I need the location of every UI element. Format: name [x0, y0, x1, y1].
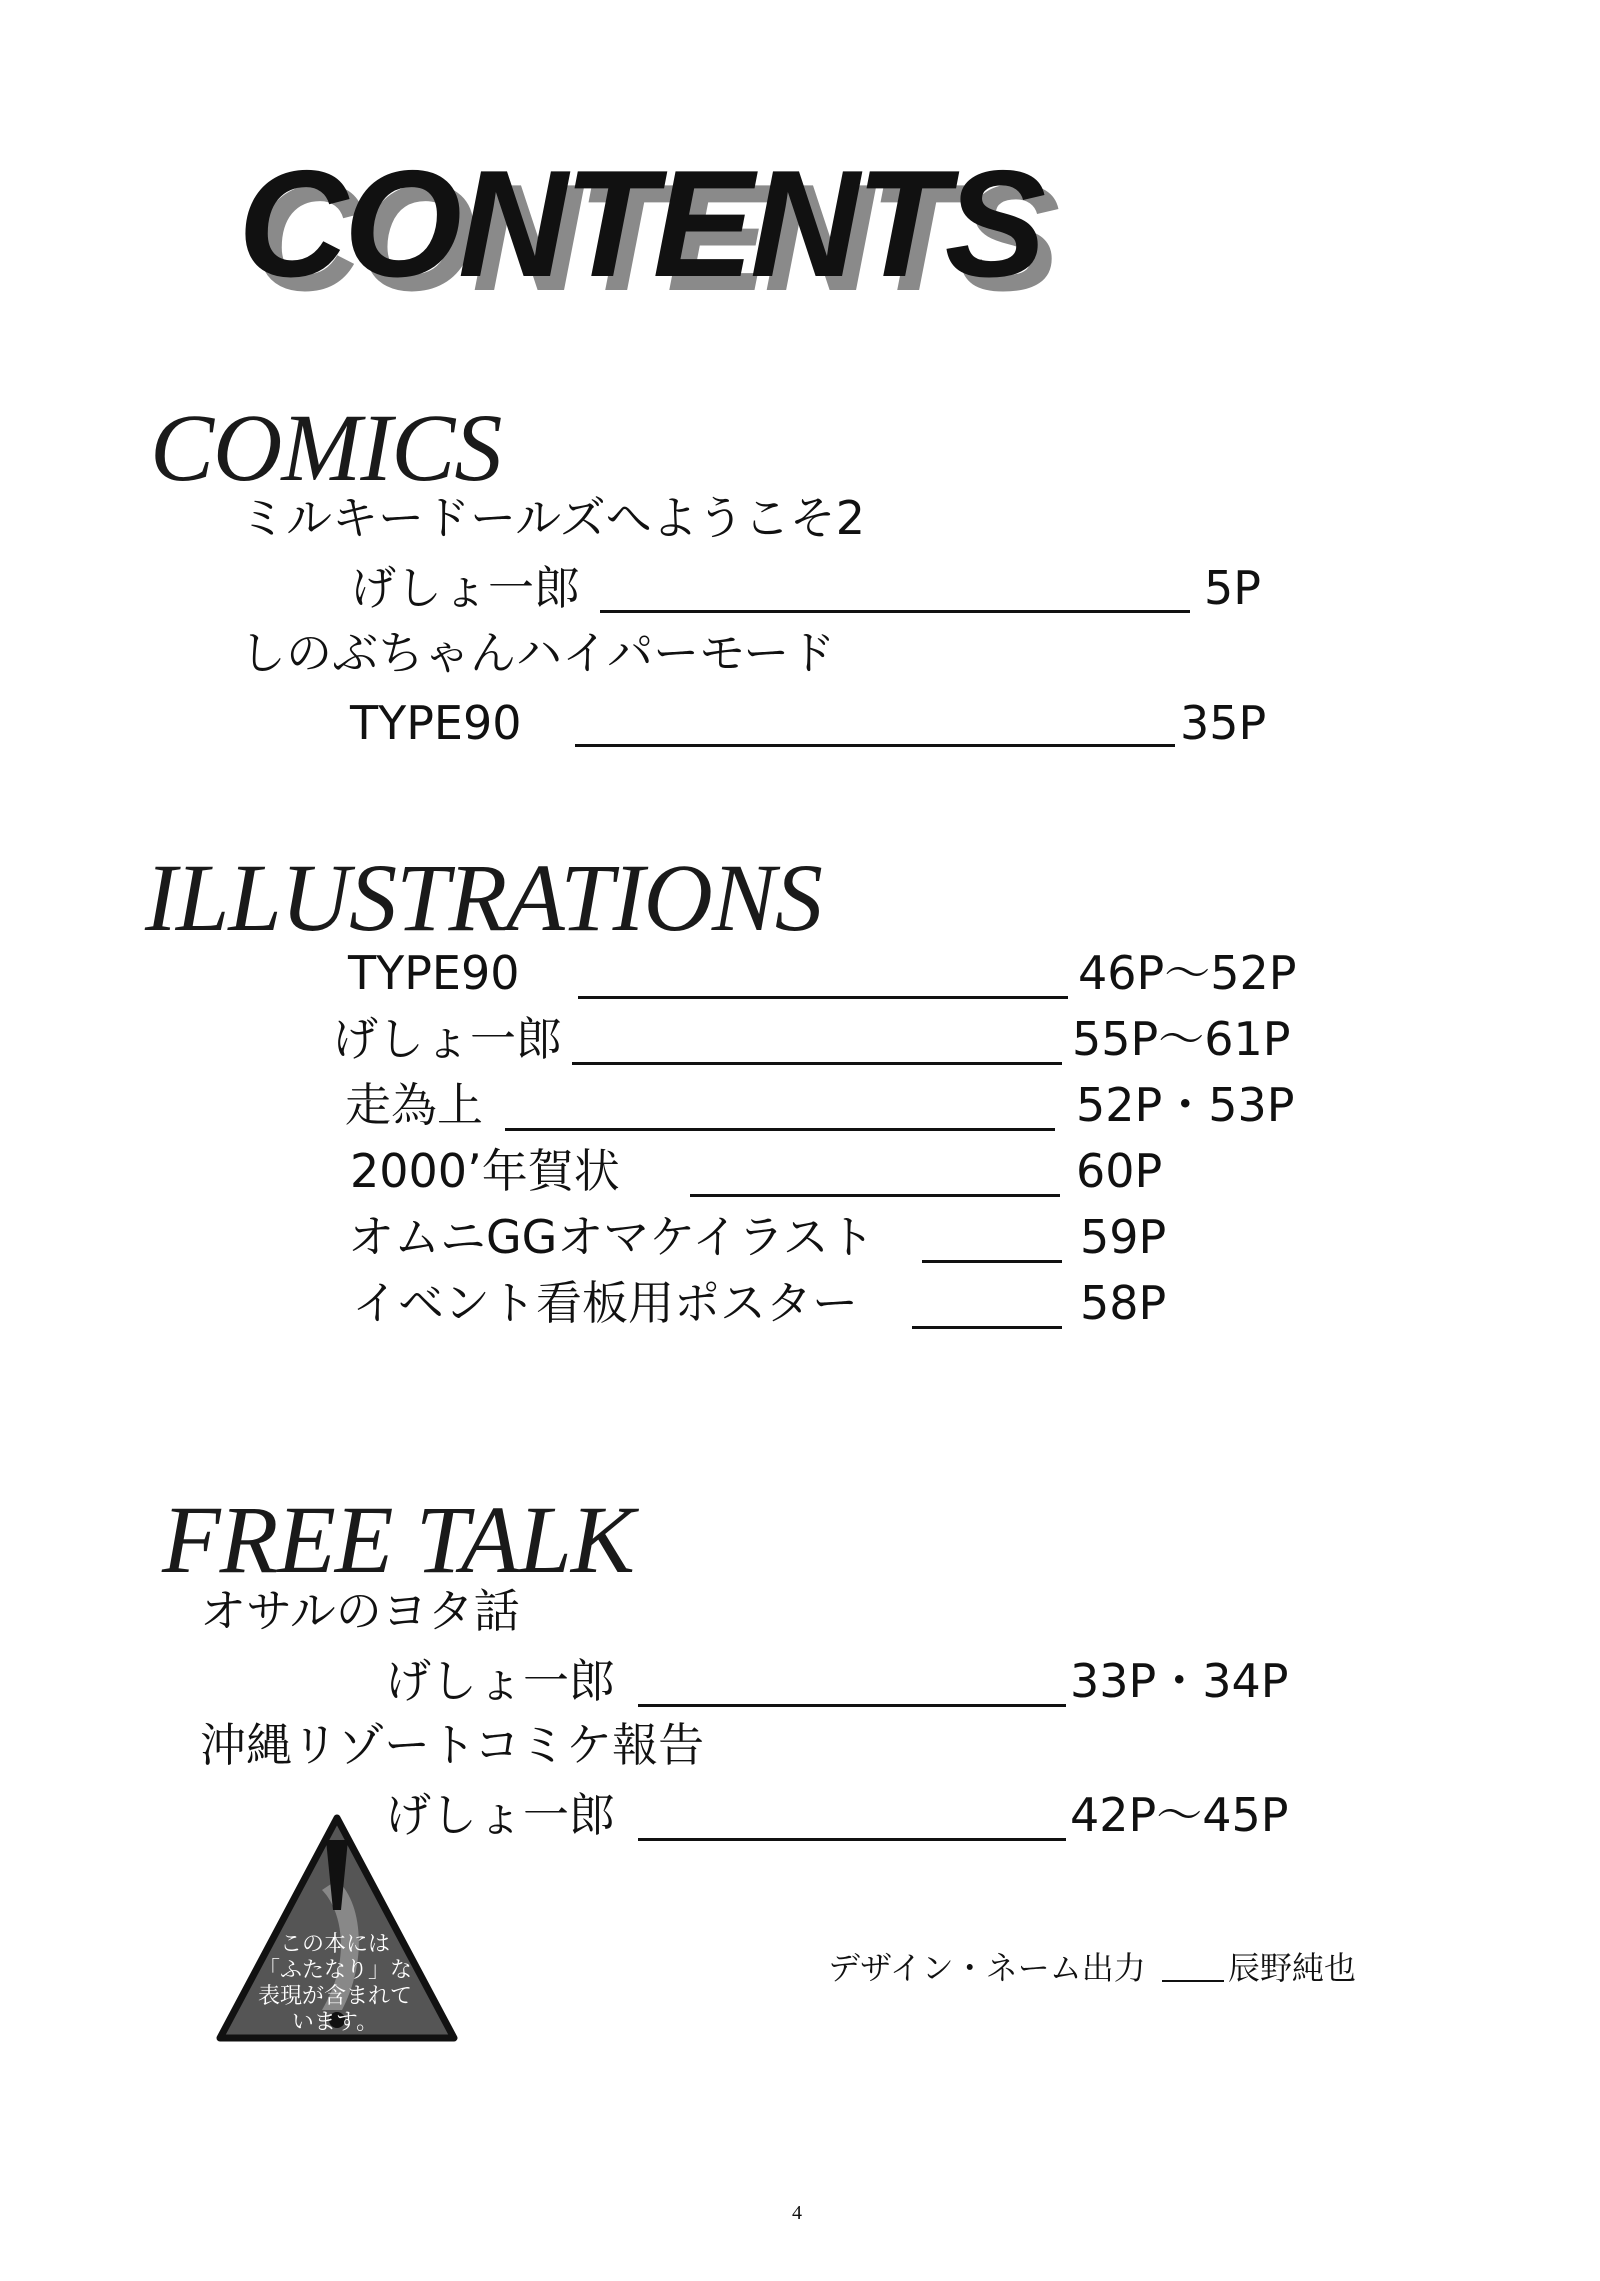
comics-work-title: ミルキードールズへようこそ2	[240, 491, 865, 545]
leader-line	[638, 1838, 1066, 1841]
leader-line	[600, 610, 1190, 613]
free-talk-work-title: 沖縄リゾートコミケ報告	[200, 1718, 705, 1772]
section-heading-comics: COMICS	[150, 394, 502, 501]
section-heading-free-talk: FREE TALK	[162, 1486, 634, 1593]
comics-author: TYPE90	[350, 696, 522, 750]
free-talk-page: 42P～45P	[1070, 1788, 1289, 1842]
leader-line	[578, 996, 1068, 999]
leader-line	[575, 744, 1175, 747]
page-title: CONTENTS	[238, 139, 1042, 309]
free-talk-author: げしょ一郎	[385, 1654, 615, 1708]
illustration-page: 59P	[1080, 1210, 1167, 1264]
leader-line	[912, 1326, 1062, 1329]
illustration-label: 2000’年賀状	[350, 1144, 620, 1198]
illustration-page: 46P～52P	[1078, 946, 1297, 1000]
leader-line	[690, 1194, 1060, 1197]
illustration-label: イベント看板用ポスター	[352, 1276, 858, 1330]
leader-line	[922, 1260, 1062, 1263]
illustration-label: TYPE90	[348, 946, 520, 1000]
page-number: 4	[792, 2202, 802, 2224]
section-heading-illustrations: ILLUSTRATIONS	[145, 844, 822, 951]
illustration-label: げしょ一郎	[332, 1012, 562, 1066]
illustration-label: オムニGGオマケイラスト	[348, 1210, 875, 1264]
comics-author: げしょ一郎	[350, 561, 580, 615]
leader-line	[1162, 1980, 1224, 1982]
credit-name: 辰野純也	[1228, 1949, 1357, 1987]
illustration-page: 55P～61P	[1072, 1012, 1291, 1066]
leader-line	[638, 1704, 1066, 1707]
leader-line	[505, 1128, 1055, 1131]
comics-page: 5P	[1204, 561, 1262, 615]
warning-text: この本には 「ふたなり」な 表現が含まれて います。	[257, 1932, 412, 2035]
illustration-page: 58P	[1080, 1276, 1167, 1330]
free-talk-page: 33P・34P	[1070, 1654, 1289, 1708]
illustration-page: 52P・53P	[1076, 1078, 1295, 1132]
free-talk-work-title: オサルのヨタ話	[200, 1584, 520, 1638]
free-talk-author: げしょ一郎	[385, 1788, 615, 1842]
illustration-label: 走為上	[345, 1078, 483, 1132]
comics-work-title: しのぶちゃんハイパーモード	[240, 626, 836, 680]
leader-line	[572, 1062, 1062, 1065]
illustration-page: 60P	[1076, 1144, 1163, 1198]
comics-page: 35P	[1180, 696, 1267, 750]
credit-role: デザイン・ネーム出力	[828, 1949, 1146, 1987]
